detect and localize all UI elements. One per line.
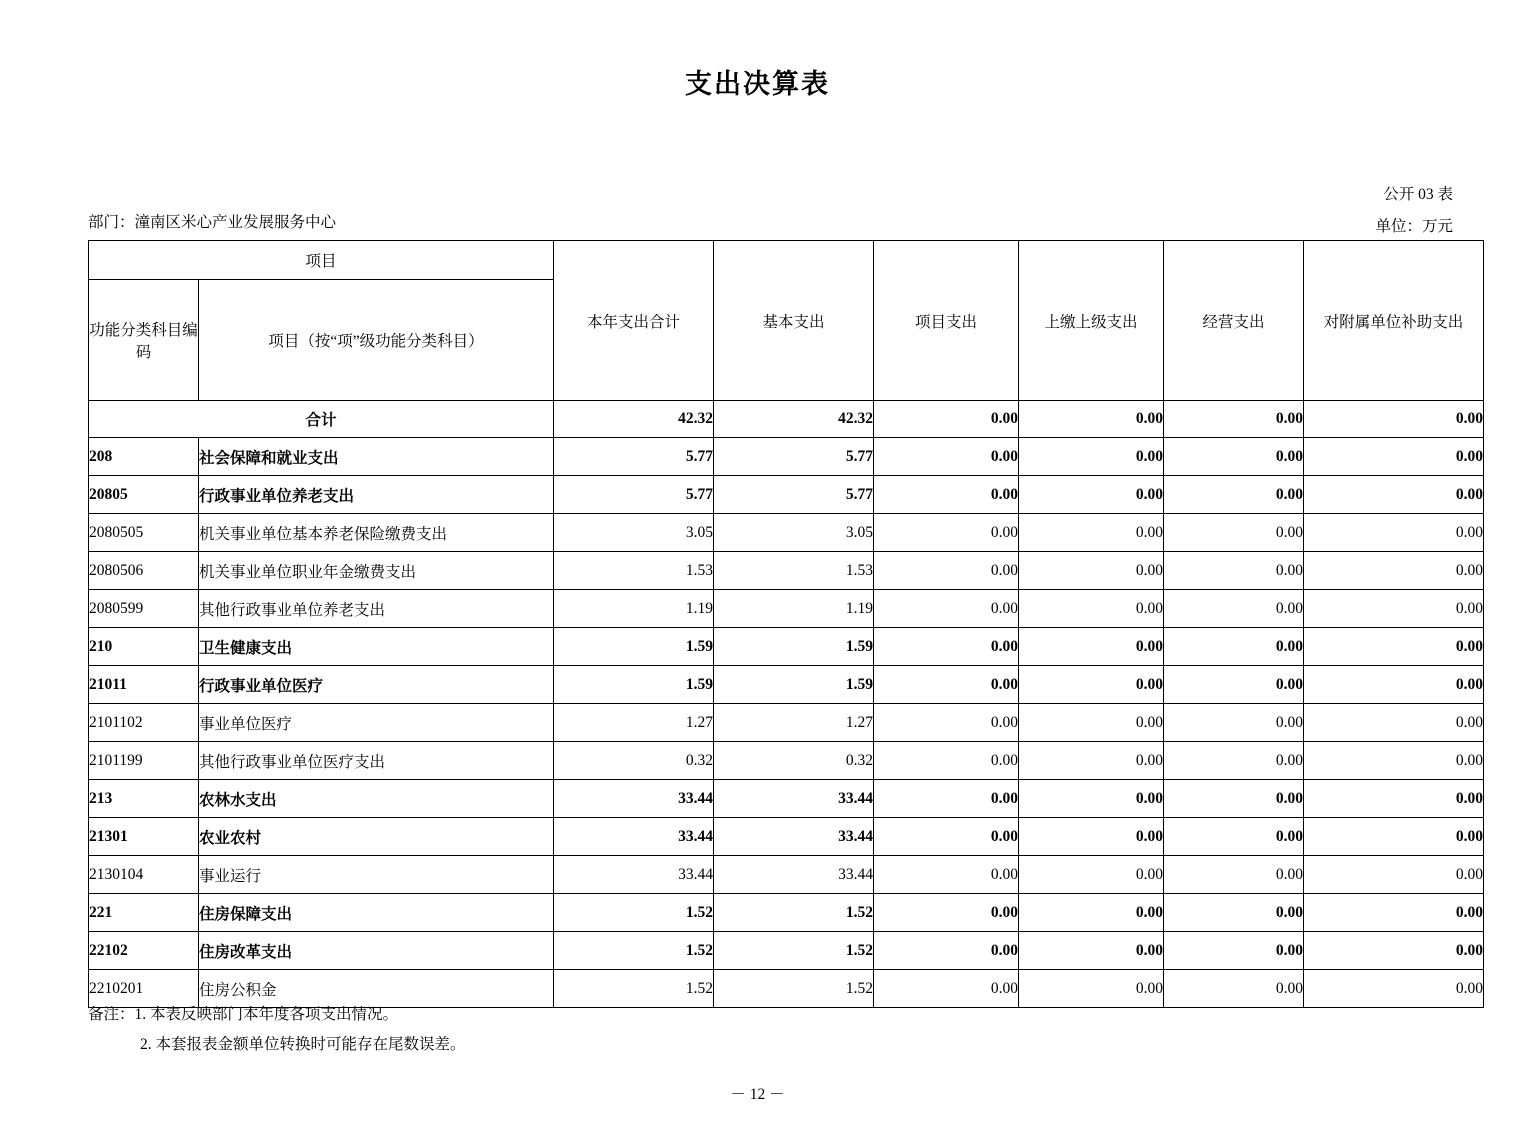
row-name: 卫生健康支出: [199, 628, 554, 666]
row-value-2: 1.52: [714, 894, 874, 932]
row-value-3: 0.00: [874, 476, 1019, 514]
row-name: 机关事业单位基本养老保险缴费支出: [199, 514, 554, 552]
row-value-4: 0.00: [1019, 514, 1164, 552]
row-value-2: 5.77: [714, 438, 874, 476]
row-code: 210: [89, 628, 199, 666]
row-value-2: 3.05: [714, 514, 874, 552]
row-name: 社会保障和就业支出: [199, 438, 554, 476]
table-row: [89, 818, 1484, 856]
table-total-row: [89, 401, 1484, 438]
row-code: 2080505: [89, 514, 199, 552]
row-value-5: 0.00: [1164, 780, 1304, 818]
row-code: 21301: [89, 818, 199, 856]
header-remit-upper-expenditure: 上缴上级支出: [1019, 241, 1164, 401]
form-number: 公开 03 表: [1383, 186, 1453, 203]
row-value-1: 1.59: [554, 666, 714, 704]
row-value-4: 0.00: [1019, 438, 1164, 476]
row-name: 住房公积金: [199, 970, 554, 1008]
row-value-2: 1.27: [714, 704, 874, 742]
row-value-5: 0.00: [1164, 666, 1304, 704]
row-value-3: 0.00: [874, 818, 1019, 856]
row-value-2: 33.44: [714, 780, 874, 818]
row-value-4: 0.00: [1019, 970, 1164, 1008]
row-value-2: 1.59: [714, 628, 874, 666]
row-value-1: 1.52: [554, 932, 714, 970]
row-value-3: 0.00: [874, 590, 1019, 628]
row-value-6: 0.00: [1304, 970, 1484, 1008]
row-value-3: 0.00: [874, 894, 1019, 932]
row-value-6: 0.00: [1304, 780, 1484, 818]
row-value-5: 0.00: [1164, 818, 1304, 856]
page: [0, 62, 1515, 1131]
row-code: 221: [89, 894, 199, 932]
header-operating-expenditure: 经营支出: [1164, 241, 1304, 401]
table-row: [89, 476, 1484, 514]
header-total-expenditure: 本年支出合计: [554, 241, 714, 401]
table-row: [89, 666, 1484, 704]
total-value-5: 0.00: [1164, 401, 1304, 438]
total-value-1: 42.32: [554, 401, 714, 438]
row-value-4: 0.00: [1019, 932, 1164, 970]
row-value-6: 0.00: [1304, 894, 1484, 932]
row-name: 事业运行: [199, 856, 554, 894]
row-code: 20805: [89, 476, 199, 514]
row-code: 2210201: [89, 970, 199, 1008]
row-value-6: 0.00: [1304, 856, 1484, 894]
row-value-3: 0.00: [874, 514, 1019, 552]
total-label: 合计: [89, 401, 554, 438]
row-value-2: 33.44: [714, 818, 874, 856]
row-value-5: 0.00: [1164, 970, 1304, 1008]
row-value-3: 0.00: [874, 628, 1019, 666]
row-name: 住房保障支出: [199, 894, 554, 932]
row-value-5: 0.00: [1164, 704, 1304, 742]
header-subsidy-expenditure: 对附属单位补助支出: [1304, 241, 1484, 401]
table-row: [89, 628, 1484, 666]
row-value-4: 0.00: [1019, 894, 1164, 932]
row-value-1: 1.52: [554, 894, 714, 932]
row-value-4: 0.00: [1019, 704, 1164, 742]
row-name: 行政事业单位养老支出: [199, 476, 554, 514]
row-name: 事业单位医疗: [199, 704, 554, 742]
row-value-2: 1.52: [714, 970, 874, 1008]
row-value-6: 0.00: [1304, 704, 1484, 742]
row-value-1: 1.52: [554, 970, 714, 1008]
row-value-6: 0.00: [1304, 590, 1484, 628]
row-name: 农林水支出: [199, 780, 554, 818]
row-value-6: 0.00: [1304, 514, 1484, 552]
header-item-name: 项目（按“项”级功能分类科目）: [199, 280, 554, 401]
row-value-2: 0.32: [714, 742, 874, 780]
row-value-4: 0.00: [1019, 666, 1164, 704]
header-project-expenditure: 项目支出: [874, 241, 1019, 401]
note-line-1: 备注：1. 本表反映部门本年度各项支出情况。: [88, 1006, 399, 1023]
row-value-3: 0.00: [874, 438, 1019, 476]
row-value-4: 0.00: [1019, 818, 1164, 856]
notes: [88, 1000, 466, 1060]
row-value-1: 1.19: [554, 590, 714, 628]
row-value-2: 5.77: [714, 476, 874, 514]
row-value-3: 0.00: [874, 666, 1019, 704]
row-value-3: 0.00: [874, 742, 1019, 780]
table-row: [89, 780, 1484, 818]
row-value-4: 0.00: [1019, 780, 1164, 818]
row-code: 22102: [89, 932, 199, 970]
row-value-3: 0.00: [874, 552, 1019, 590]
row-code: 2080599: [89, 590, 199, 628]
row-value-1: 33.44: [554, 856, 714, 894]
row-name: 其他行政事业单位医疗支出: [199, 742, 554, 780]
row-value-6: 0.00: [1304, 818, 1484, 856]
row-name: 行政事业单位医疗: [199, 666, 554, 704]
table-row: [89, 704, 1484, 742]
table-row: [89, 590, 1484, 628]
row-value-6: 0.00: [1304, 438, 1484, 476]
row-value-4: 0.00: [1019, 590, 1164, 628]
note-line-2: 2. 本套报表金额单位转换时可能存在尾数误差。: [140, 1036, 466, 1053]
row-value-1: 1.27: [554, 704, 714, 742]
table-row: [89, 438, 1484, 476]
row-value-5: 0.00: [1164, 590, 1304, 628]
row-value-5: 0.00: [1164, 552, 1304, 590]
unit-note: 单位：万元: [1375, 218, 1453, 235]
row-value-4: 0.00: [1019, 856, 1164, 894]
row-name: 住房改革支出: [199, 932, 554, 970]
row-value-1: 33.44: [554, 818, 714, 856]
row-value-1: 1.53: [554, 552, 714, 590]
row-value-4: 0.00: [1019, 552, 1164, 590]
row-value-1: 5.77: [554, 476, 714, 514]
row-value-6: 0.00: [1304, 476, 1484, 514]
row-code: 2080506: [89, 552, 199, 590]
row-value-5: 0.00: [1164, 514, 1304, 552]
expenditure-table: [88, 240, 1484, 1008]
row-value-6: 0.00: [1304, 742, 1484, 780]
header-basic-expenditure: 基本支出: [714, 241, 874, 401]
row-value-4: 0.00: [1019, 628, 1164, 666]
row-value-4: 0.00: [1019, 476, 1164, 514]
header-function-code: 功能分类科目编码: [89, 280, 199, 401]
row-value-2: 1.52: [714, 932, 874, 970]
table-row: [89, 552, 1484, 590]
row-value-1: 3.05: [554, 514, 714, 552]
table-row: [89, 856, 1484, 894]
row-value-3: 0.00: [874, 932, 1019, 970]
table-row: [89, 932, 1484, 970]
row-code: 2130104: [89, 856, 199, 894]
row-value-5: 0.00: [1164, 742, 1304, 780]
row-code: 213: [89, 780, 199, 818]
row-value-3: 0.00: [874, 780, 1019, 818]
row-code: 21011: [89, 666, 199, 704]
row-value-3: 0.00: [874, 856, 1019, 894]
row-value-4: 0.00: [1019, 742, 1164, 780]
row-name: 其他行政事业单位养老支出: [199, 590, 554, 628]
total-value-3: 0.00: [874, 401, 1019, 438]
row-value-2: 1.53: [714, 552, 874, 590]
row-value-5: 0.00: [1164, 476, 1304, 514]
row-code: 2101199: [89, 742, 199, 780]
table-row: [89, 742, 1484, 780]
row-value-5: 0.00: [1164, 932, 1304, 970]
department-label: 部门：潼南区米心产业发展服务中心: [88, 214, 337, 231]
row-value-1: 5.77: [554, 438, 714, 476]
page-title: 支出决算表: [685, 69, 830, 99]
row-code: 2101102: [89, 704, 199, 742]
row-value-5: 0.00: [1164, 628, 1304, 666]
row-value-5: 0.00: [1164, 894, 1304, 932]
row-value-1: 1.59: [554, 628, 714, 666]
row-value-1: 0.32: [554, 742, 714, 780]
page-number: － 12 －: [730, 1086, 785, 1103]
row-value-6: 0.00: [1304, 932, 1484, 970]
total-value-6: 0.00: [1304, 401, 1484, 438]
row-value-6: 0.00: [1304, 666, 1484, 704]
row-value-2: 1.59: [714, 666, 874, 704]
header-group-project: 项目: [89, 241, 554, 280]
row-code: 208: [89, 438, 199, 476]
row-value-5: 0.00: [1164, 438, 1304, 476]
row-name: 农业农村: [199, 818, 554, 856]
row-value-2: 1.19: [714, 590, 874, 628]
row-name: 机关事业单位职业年金缴费支出: [199, 552, 554, 590]
table-row: [89, 894, 1484, 932]
row-value-3: 0.00: [874, 704, 1019, 742]
row-value-2: 33.44: [714, 856, 874, 894]
row-value-3: 0.00: [874, 970, 1019, 1008]
table-header-row-1: [89, 241, 1484, 280]
row-value-1: 33.44: [554, 780, 714, 818]
total-value-2: 42.32: [714, 401, 874, 438]
table-row: [89, 514, 1484, 552]
row-value-6: 0.00: [1304, 628, 1484, 666]
row-value-6: 0.00: [1304, 552, 1484, 590]
total-value-4: 0.00: [1019, 401, 1164, 438]
row-value-5: 0.00: [1164, 856, 1304, 894]
